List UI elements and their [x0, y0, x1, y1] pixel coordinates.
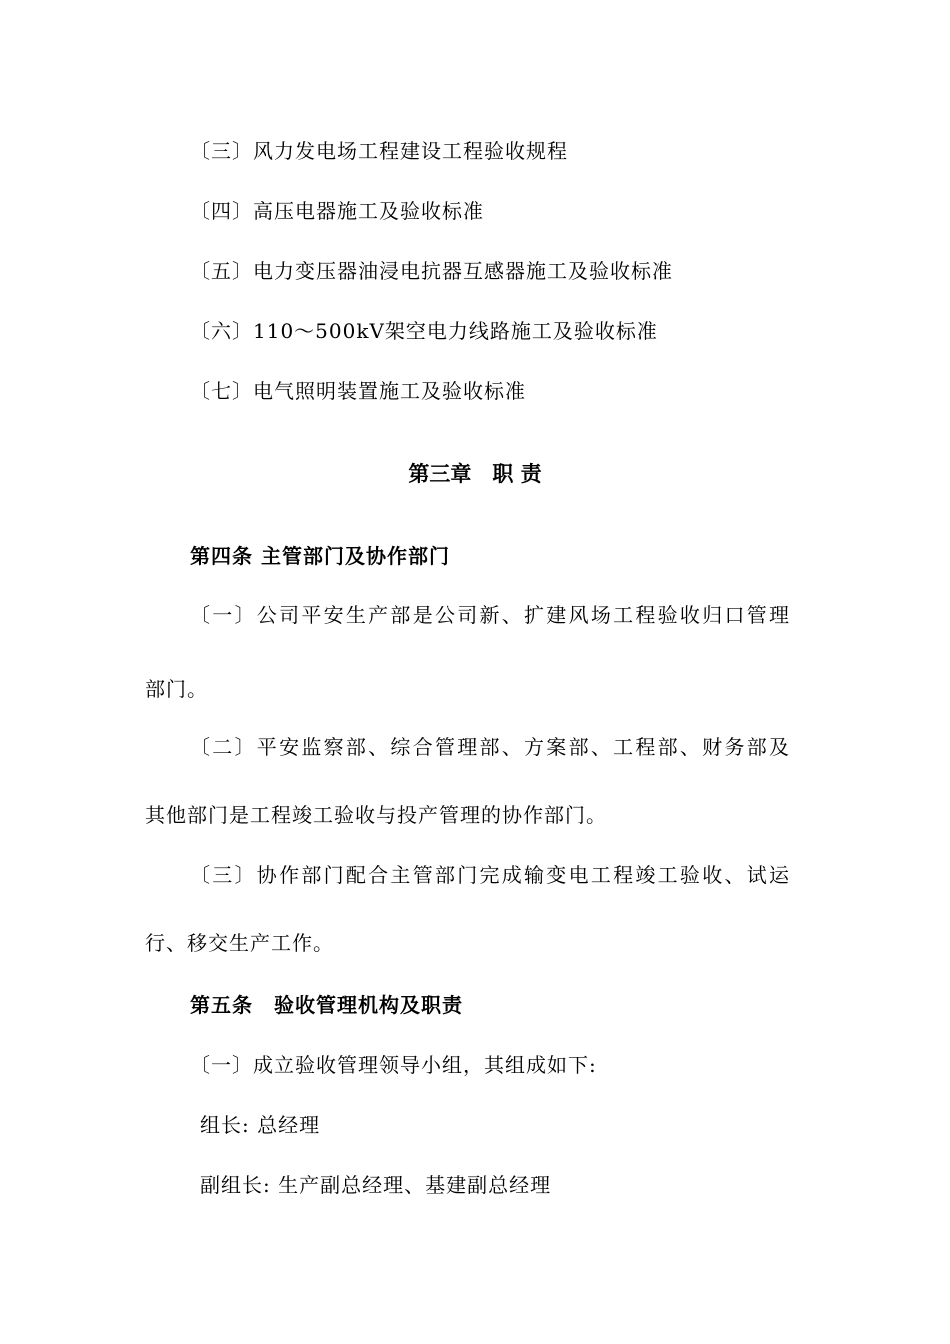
- list-item-5: 〔五〕电力变压器油浸电抗器互感器施工及验收标准: [190, 259, 673, 283]
- article-4-heading: 第四条 主管部门及协作部门: [190, 544, 450, 568]
- article-5-deputy: 副组长: 生产副总经理、基建副总经理: [200, 1173, 552, 1197]
- list-item-6: 〔六〕110～500kV架空电力线路施工及验收标准: [190, 319, 658, 343]
- article-5-paragraph-1: 〔一〕成立验收管理领导小组，其组成如下:: [190, 1053, 597, 1077]
- article-5-heading: 第五条 验收管理机构及职责: [190, 993, 463, 1017]
- chapter-title: 第三章 职 责: [408, 462, 542, 486]
- article-5-leader: 组长: 总经理: [200, 1113, 321, 1137]
- article-4-paragraph-1-line-1: 〔一〕公司平安生产部是公司新、扩建风场工程验收归口管理: [190, 603, 790, 627]
- article-4-paragraph-2-line-1: 〔二〕平安监察部、综合管理部、方案部、工程部、财务部及: [190, 735, 790, 759]
- article-4-paragraph-2-line-2: 其他部门是工程竣工验收与投产管理的协作部门。: [145, 803, 607, 827]
- list-item-3: 〔三〕风力发电场工程建设工程验收规程: [190, 139, 568, 163]
- list-item-4: 〔四〕高压电器施工及验收标准: [190, 199, 484, 223]
- list-item-7: 〔七〕电气照明装置施工及验收标准: [190, 379, 526, 403]
- article-4-paragraph-3-line-2: 行、移交生产工作。: [145, 931, 334, 955]
- article-4-paragraph-3-line-1: 〔三〕协作部门配合主管部门完成输变电工程竣工验收、试运: [190, 863, 790, 887]
- article-4-paragraph-1-line-2: 部门。: [145, 677, 208, 701]
